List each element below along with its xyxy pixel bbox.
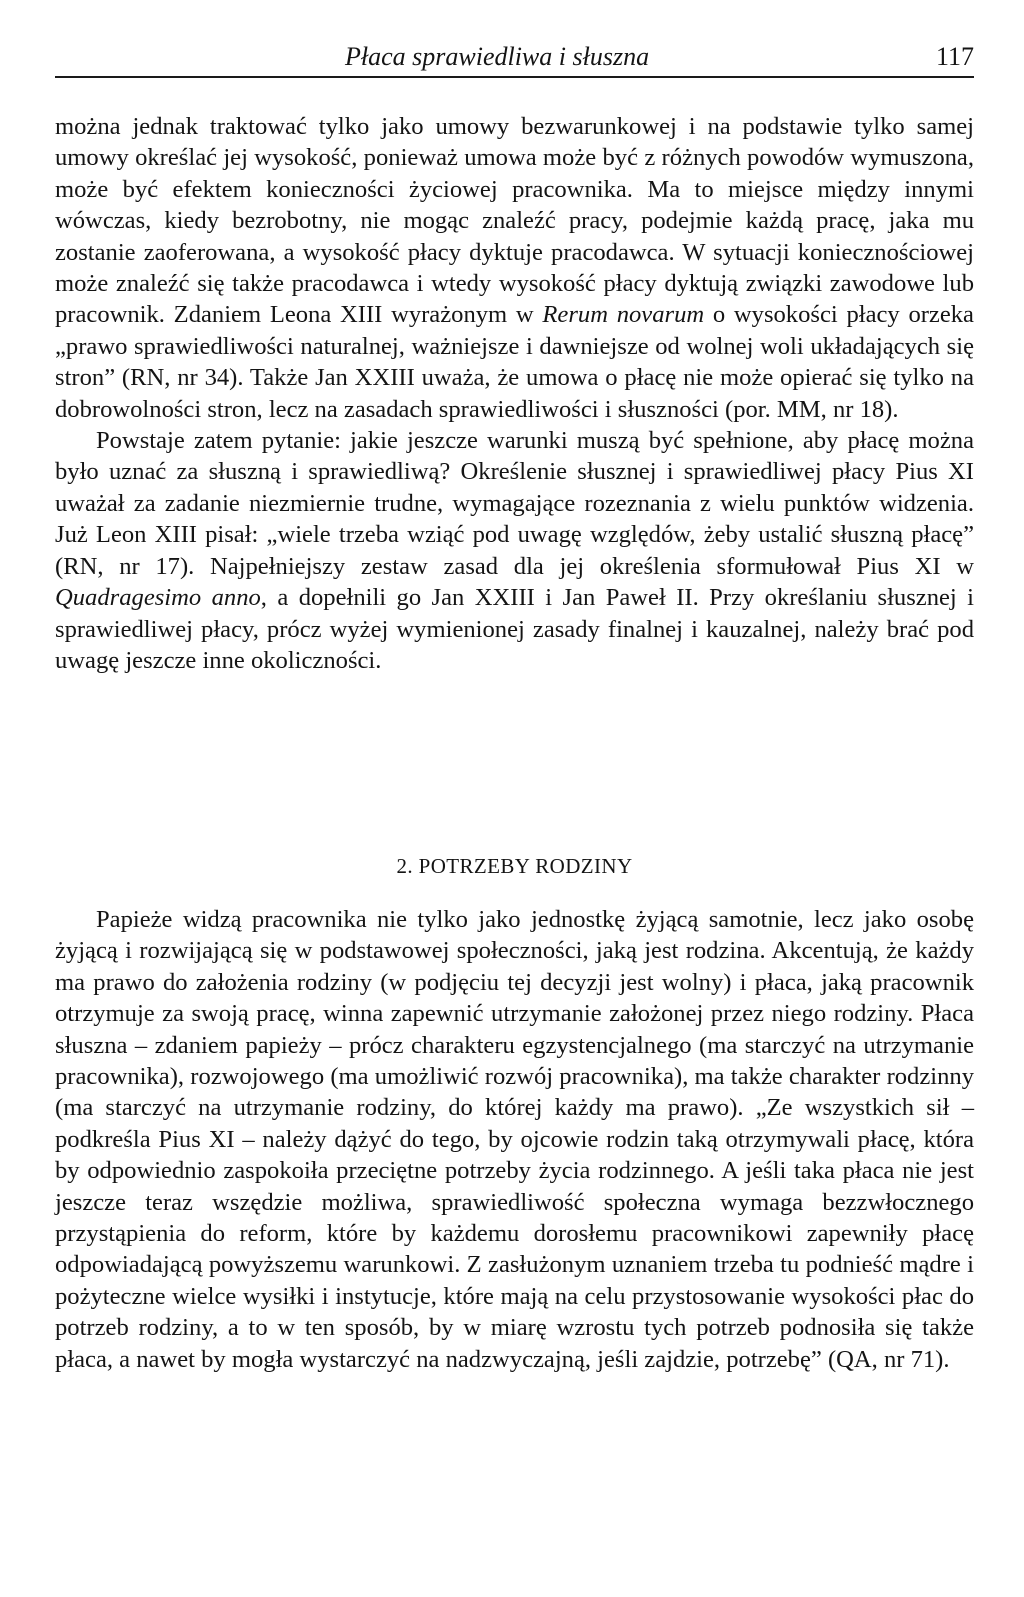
paragraph-text: , a dopełnili go Jan XXIII i Jan Paweł II. Przy określaniu słusznej i sprawiedliwej płacy, prócz wyżej wymienionej zasady finalnej i kauzalnej, należy brać pod uwagę jeszcze inne okoliczności.	[55, 584, 974, 674]
section-heading: 2. POTRZEBY RODZINY	[396, 854, 633, 878]
body-text-section	[55, 904, 974, 1375]
title-rerum-novarum: Rerum novarum	[542, 301, 705, 329]
paragraph-text: o wysokości płacy orzeka „prawo sprawiedliwości naturalnej, ważniejsze i dawniejsze od wolnej woli układających się stron” (RN, nr 34). Także Jan XXIII uważa, że umowa o płacę nie może opierać się tylko na dobrowolności stron, lecz na zasadach sprawiedliwości i słuszności (por. MM, nr 18).	[55, 301, 974, 423]
paragraph	[55, 425, 974, 676]
paragraph-continued	[55, 111, 974, 425]
title-quadragesimo-anno: Quadragesimo anno	[55, 584, 261, 612]
paragraph-text: można jednak traktować tylko jako umowy bezwarunkowej i na podstawie tylko samej umowy określać jej wysokość, ponieważ umowa może być z różnych powodów wymuszona, może być efektem konieczności życiowej pracownika. Ma to miejsce między innymi wówczas, kiedy bezrobotny, nie mogąc znaleźć pracy, podejmie każdą pracę, jaka mu zostanie zaoferowana, a wysokość płacy dyktuje pracodawca. W sytuacji koniecznościowej może znaleźć się także pracodawca i wtedy wysokość płacy dyktują związki zawodowe lub pracownik. Zdaniem Leona XIII wyrażonym w	[55, 113, 974, 329]
page-header	[55, 40, 974, 78]
page-number: 117	[935, 42, 974, 71]
paragraph: Papieże widzą pracownika nie tylko jako jednostkę żyjącą samotnie, lecz jako osobę żyjącą i rozwijającą się w podstawowej społeczności, jaką jest rodzina. Akcentują, że każdy ma prawo do założenia rodziny (w podjęciu tej decyzji jest wolny) i płaca, jaką pracownik otrzymuje za swoją pracę, winna zapewnić utrzymanie założonej przez niego rodziny. Płaca słuszna – zdaniem papieży – prócz charakteru egzystencjalnego (ma starczyć na utrzymanie pracownika), rozwojowego (ma umożliwić rozwój pracownika), ma także charakter rodzinny (ma starczyć na utrzymanie rodziny, do której każdy ma prawo). „Ze wszystkich sił – podkreśla Pius XI – należy dążyć do tego, by ojcowie rodzin taką otrzymywali płacę, która by odpowiednio zaspokoiła przeciętne potrzeby życia rodzinnego. A jeśli taka płaca nie jest jeszcze teraz wszędzie możliwa, sprawiedliwość społeczna wymaga bezzwłocznego przystąpienia do reform, które by każdemu dorosłemu pracownikowi zapewniły płacę odpowiadającą powyższemu warunkowi. Z zasłużonym uznaniem trzeba tu podnieść mądre i pożyteczne wielce wysiłki i instytucje, które mają na celu przystosowanie wysokości płac do potrzeb rodziny, a to w ten sposób, by w miarę wzrostu tych potrzeb podnosiła się także płaca, a nawet by mogła wystarczyć na nadzwyczajną, jeśli zajdzie, potrzebę” (QA, nr 71).	[55, 906, 974, 1373]
paragraph-text: Powstaje zatem pytanie: jakie jeszcze warunki muszą być spełnione, aby płacę można było uznać za słuszną i sprawiedliwą? Określenie słusznej i sprawiedliwej płacy Pius XI uważał za zadanie niezmiernie trudne, wymagające rozeznania z wielu punktów widzenia. Już Leon XIII pisał: „wiele trzeba wziąć pod uwagę względów, żeby ustalić słuszną płacę” (RN, nr 17). Najpełniejszy zestaw zasad dla jej określenia sformułował Pius XI w	[55, 427, 974, 580]
body-text-top	[55, 111, 974, 676]
running-title: Płaca sprawiedliwa i słuszna	[345, 42, 650, 71]
